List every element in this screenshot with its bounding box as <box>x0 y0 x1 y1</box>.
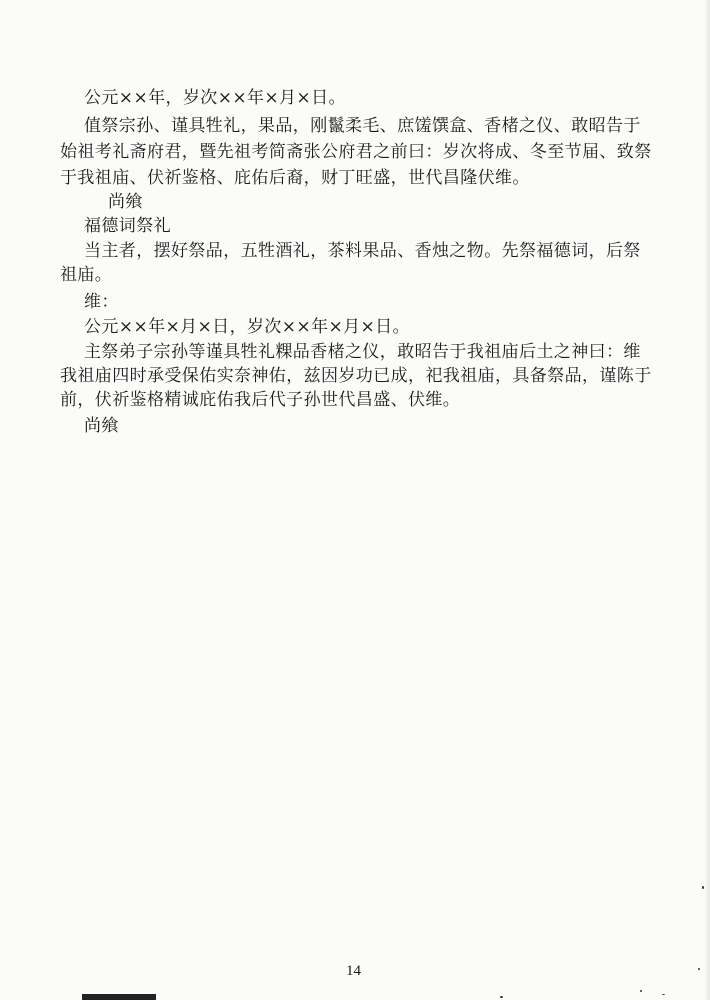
text-line: 祖庙。 <box>60 265 113 285</box>
text-line: 前，伏祈鉴格精诚庇佑我后代子孙世代昌盛、伏维。 <box>60 390 461 410</box>
text-line: 我祖庙四时承受保佑实奈神佑，兹因岁功已成，祀我祖庙，具备祭品，谨陈于 <box>60 366 652 386</box>
text-line: 值祭宗孙、谨具牲礼，果品，刚鬣柔毛、庶馐馔盒、香楮之仪、敢昭告于 <box>84 116 641 136</box>
text-line: 公元××年，岁次××年×月×日。 <box>84 88 346 108</box>
scan-speck <box>662 994 665 995</box>
closing-phrase: 尚飨 <box>108 192 143 212</box>
text-line: 始祖考礼斋府君，暨先祖考简斋张公府君之前曰：岁次将成、冬至节届、致祭 <box>60 142 652 162</box>
text-line: 主祭弟子宗孙等谨具牲礼粿品香楮之仪，敢昭告于我祖庙后土之神曰：维 <box>84 342 641 362</box>
closing-phrase: 尚飨 <box>84 416 119 436</box>
text-line: 当主者，摆好祭品，五牲酒礼，茶料果品、香烛之物。先祭福德词，后祭 <box>84 241 641 261</box>
scan-speck <box>640 990 642 992</box>
text-line: 于我祖庙、伏祈鉴格、庇佑后裔，财丁旺盛，世代昌隆伏维。 <box>60 168 530 188</box>
scan-speck <box>698 968 700 970</box>
scan-edge-shadow <box>704 0 710 1000</box>
scan-artifact-bar <box>82 994 156 1000</box>
section-heading: 福德词祭礼 <box>84 216 171 236</box>
page-number: 14 <box>346 963 361 979</box>
scan-speck <box>500 996 503 998</box>
text-line: 维： <box>84 292 119 312</box>
scan-speck <box>702 886 704 889</box>
text-line: 公元××年×月×日，岁次××年×月×日。 <box>84 317 410 337</box>
